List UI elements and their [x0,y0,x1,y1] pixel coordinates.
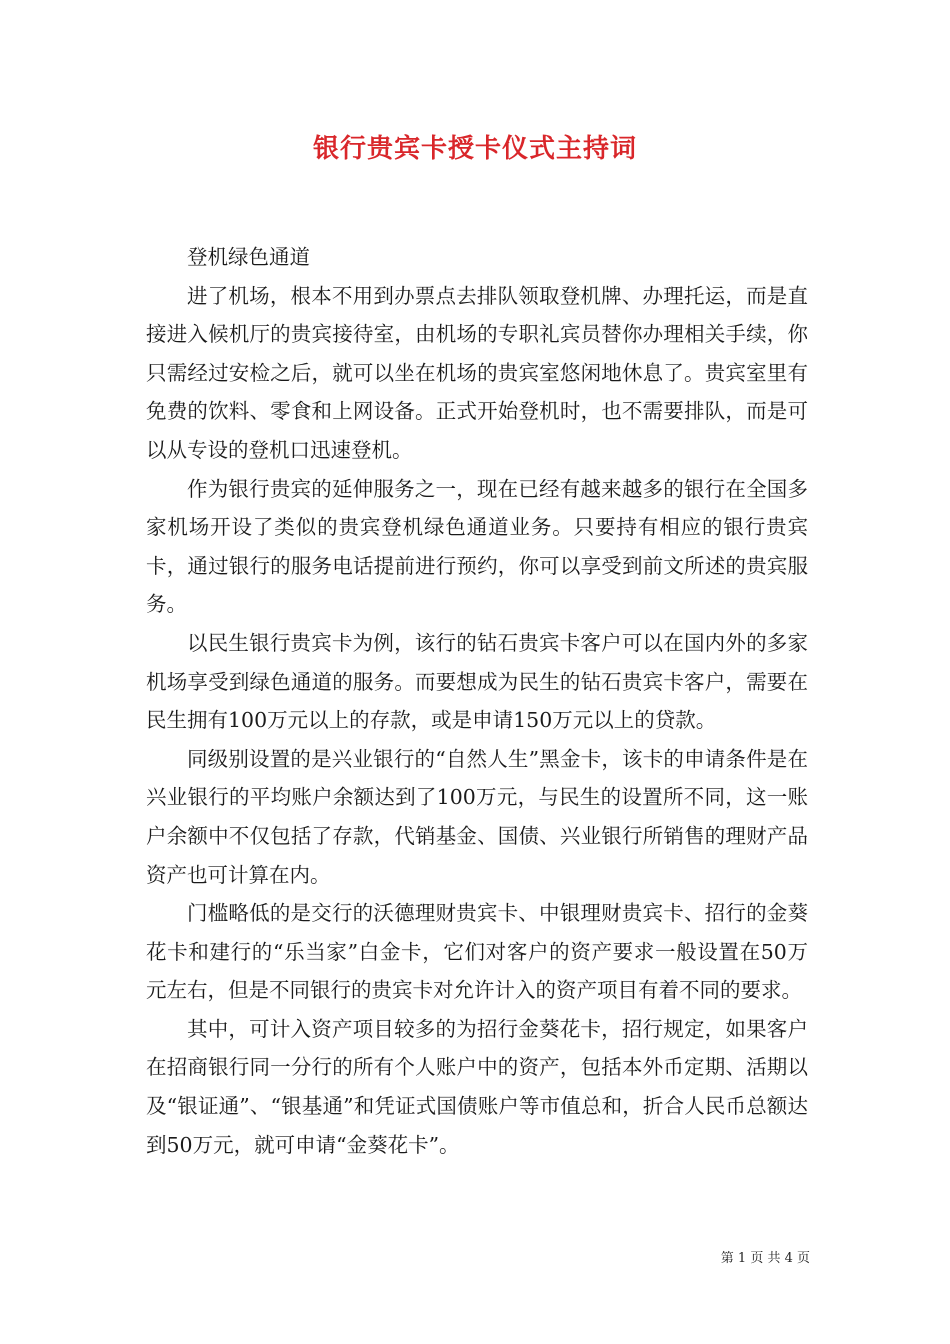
paragraph: 以民生银行贵宾卡为例，该行的钻石贵宾卡客户可以在国内外的多家机场享受到绿色通道的服务。而要想成为民生的钻石贵宾卡客户，需要在民生拥有100万元以上的存款，或是申请150万元以上的贷款。 [146,630,808,733]
section-heading: 登机绿色通道 [187,245,310,269]
paragraph: 其中，可计入资产项目较多的为招行金葵花卡，招行规定，如果客户在招商银行同一分行的所有个人账户中的资产，包括本外币定期、活期以及“银证通”、“银基通”和凭证式国债账户等市值总和，折合人民币总额达到50万元，就可申请“金葵花卡”。 [146,1016,808,1157]
paragraph: 作为银行贵宾的延伸服务之一，现在已经有越来越多的银行在全国多家机场开设了类似的贵宾登机绿色通道业务。只要持有相应的银行贵宾卡，通过银行的服务电话提前进行预约，你可以享受到前文所述的贵宾服务。 [146,476,808,617]
paragraph: 门槛略低的是交行的沃德理财贵宾卡、中银理财贵宾卡、招行的金葵花卡和建行的“乐当家”白金卡，它们对客户的资产要求一般设置在50万元左右，但是不同银行的贵宾卡对允许计入的资产项目有着不同的要求。 [146,901,808,1003]
document-body [146,238,808,1164]
paragraph: 同级别设置的是兴业银行的“自然人生”黑金卡，该卡的申请条件是在兴业银行的平均账户余额达到了100万元，与民生的设置所不同，这一账户余额中不仅包括了存款，代销基金、国债、兴业银行所销售的理财产品资产也可计算在内。 [146,746,808,887]
document-title: 银行贵宾卡授卡仪式主持词 [312,134,637,164]
paragraph: 进了机场，根本不用到办票点去排队领取登机牌、办理托运，而是直接进入候机厅的贵宾接待室，由机场的专职礼宾员替你办理相关手续，你只需经过安检之后，就可以坐在机场的贵宾室悠闲地休息了。贵宾室里有免费的饮料、零食和上网设备。正式开始登机时，也不需要排队，而是可以从专设的登机口迅速登机。 [146,283,808,462]
page-number: 第 1 页 共 4 页 [720,1251,810,1266]
